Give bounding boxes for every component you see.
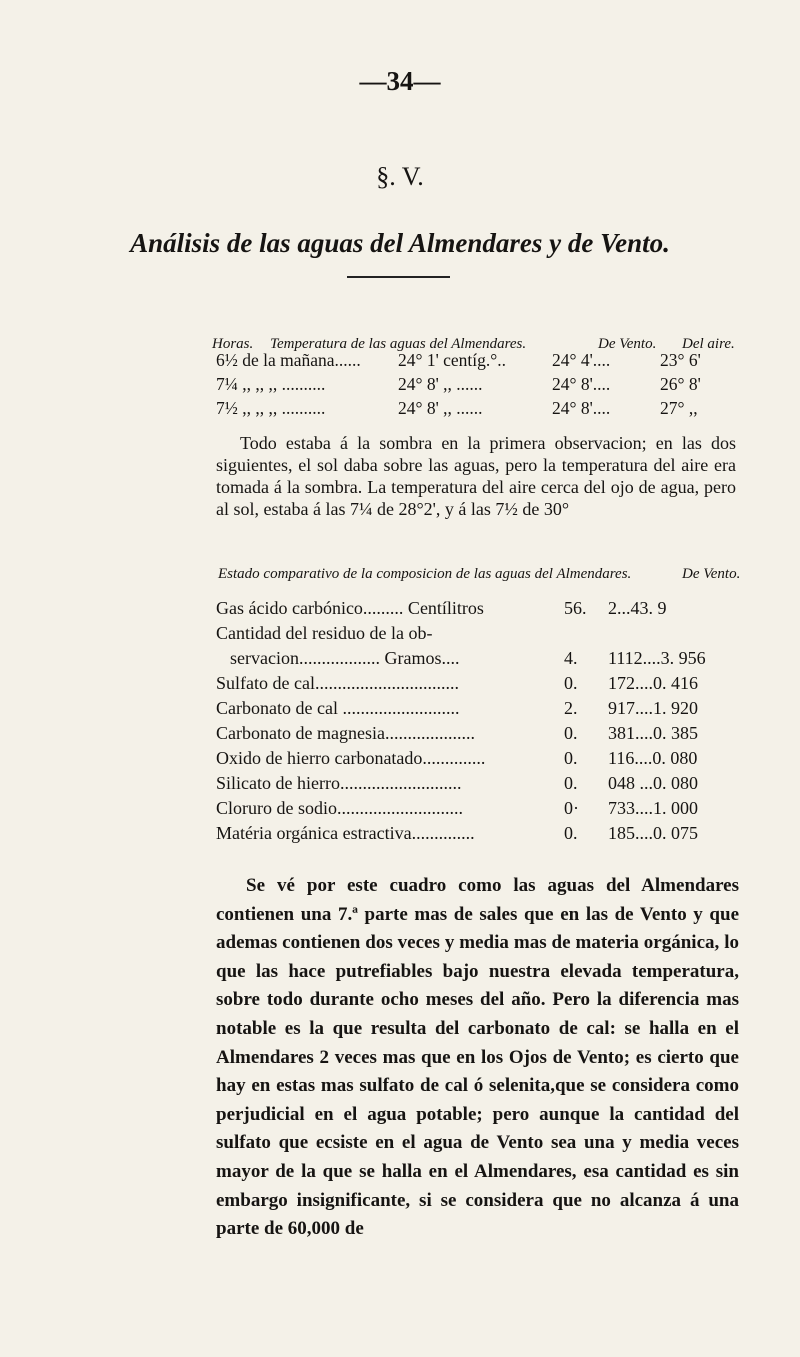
composition-label: Carbonato de cal .......................... bbox=[216, 698, 460, 718]
composition-label: Carbonato de magnesia.................... bbox=[216, 723, 475, 743]
temp-almendares: 24° 8' ,, ...... bbox=[398, 374, 483, 394]
composition-row bbox=[216, 621, 772, 646]
temp-hour: 7¼ ,, ,, ,, .......... bbox=[216, 374, 326, 394]
composition-vento: 116....0. 080 bbox=[608, 748, 698, 768]
composition-label: Silicato de hierro........................... bbox=[216, 773, 462, 793]
composition-row bbox=[216, 696, 772, 721]
composition-label: Sulfato de cal................................ bbox=[216, 673, 459, 693]
temp-vento: 24° 8'.... bbox=[552, 398, 611, 418]
composition-row bbox=[216, 721, 772, 746]
body-paragraph bbox=[216, 872, 739, 1244]
composition-row bbox=[216, 796, 772, 821]
composition-almendares: 0. bbox=[564, 773, 578, 793]
temp-almendares: 24° 1' centíg.°.. bbox=[398, 350, 507, 370]
temp-row bbox=[216, 372, 756, 396]
temp-vento: 24° 8'.... bbox=[552, 374, 611, 394]
composition-row bbox=[216, 746, 772, 771]
composition-row bbox=[216, 596, 772, 621]
temperature-note bbox=[216, 432, 736, 520]
composition-row bbox=[216, 646, 772, 671]
composition-label: Cloruro de sodio............................ bbox=[216, 798, 463, 818]
composition-almendares: 0. bbox=[564, 723, 578, 743]
composition-vento: 2...43. 9 bbox=[608, 598, 667, 618]
composition-label: Oxido de hierro carbonatado.............. bbox=[216, 748, 486, 768]
header-vento: De Vento. bbox=[598, 336, 657, 352]
composition-label: Matéria orgánica estractiva.............. bbox=[216, 823, 475, 843]
temp-hour: 7½ ,, ,, ,, .......... bbox=[216, 398, 326, 418]
temp-hour: 6½ de la mañana...... bbox=[216, 350, 361, 370]
section-heading: §. V. bbox=[376, 162, 424, 191]
temp-almendares: 24° 8' ,, ...... bbox=[398, 398, 483, 418]
composition-vento: 1112....3. 956 bbox=[608, 648, 706, 668]
composition-vento: 185....0. 075 bbox=[608, 823, 698, 843]
temp-air: 23° 6' bbox=[660, 350, 701, 370]
composition-vento: 381....0. 385 bbox=[608, 723, 698, 743]
page-number: —34— bbox=[359, 66, 441, 96]
title-rule bbox=[347, 276, 450, 278]
composition-almendares: 2. bbox=[564, 698, 578, 718]
composition-vento: 172....0. 416 bbox=[608, 673, 698, 693]
composition-almendares: 0· bbox=[564, 798, 579, 818]
composition-row bbox=[216, 771, 772, 796]
composition-vento: 733....1. 000 bbox=[608, 798, 698, 818]
composition-vento-header: De Vento. bbox=[682, 566, 741, 582]
composition-title: Estado comparativo de la composicion de las aguas del Almendares. bbox=[218, 566, 632, 582]
composition-row bbox=[216, 821, 772, 846]
temp-air: 26° 8' bbox=[660, 374, 701, 394]
composition-label: Gas ácido carbónico......... Centílitros bbox=[216, 598, 484, 618]
header-air: Del aire. bbox=[682, 336, 735, 352]
page-title: Análisis de las aguas del Almendares y de Vento. bbox=[130, 228, 670, 258]
composition-almendares: 0. bbox=[564, 823, 578, 843]
composition-almendares: 4. bbox=[564, 648, 578, 668]
composition-vento: 048 ...0. 080 bbox=[608, 773, 698, 793]
temp-row bbox=[216, 396, 756, 420]
composition-row bbox=[216, 671, 772, 696]
composition-vento: 917....1. 920 bbox=[608, 698, 698, 718]
temp-vento: 24° 4'.... bbox=[552, 350, 611, 370]
composition-almendares: 0. bbox=[564, 673, 578, 693]
composition-label: Cantidad del residuo de la ob- bbox=[216, 623, 433, 643]
body-paragraph-text: Se vé por este cuadro como las aguas del Almendares contienen una 7.ª parte mas de sales que en las de Vento y que ademas contienen dos veces y media mas de materia orgánica, lo que las hace putrefiables bajo nuestra elevada temperatura, sobre todo durante ocho meses del año. Pero la diferencia mas notable es la que resulta del carbonato de cal: se halla en el Almendares 2 veces mas que en los Ojos de Vento; es cierto que hay en estas mas sulfato de cal ó selenita,que se considera como perjudicial en el agua potable; pero aunque la cantidad del sulfato que ecsiste en el agua de Vento sea una y media veces mayor de la que se halla en el Almendares, esa cantidad es sin embargo insignificante, si se considera que no alcanza á una parte de 60,000 de bbox=[216, 875, 739, 1240]
temp-row bbox=[216, 348, 756, 372]
header-hours: Horas. bbox=[212, 336, 254, 352]
header-almendares-temp: Temperatura de las aguas del Almendares. bbox=[270, 336, 527, 352]
temperature-note-text: Todo estaba á la sombra en la primera observacion; en las dos siguientes, el sol daba sobre las aguas, pero la temperatura del aire era tomada á la sombra. La temperatura del aire cerca del ojo de agua, pero al sol, estaba á las 7¼ de 28°2', y á las 7½ de 30° bbox=[216, 433, 736, 519]
temp-air: 27° ,, bbox=[660, 398, 698, 418]
composition-label: servacion.................. Gramos.... bbox=[230, 648, 460, 668]
composition-almendares: 56. bbox=[564, 598, 587, 618]
composition-almendares: 0. bbox=[564, 748, 578, 768]
